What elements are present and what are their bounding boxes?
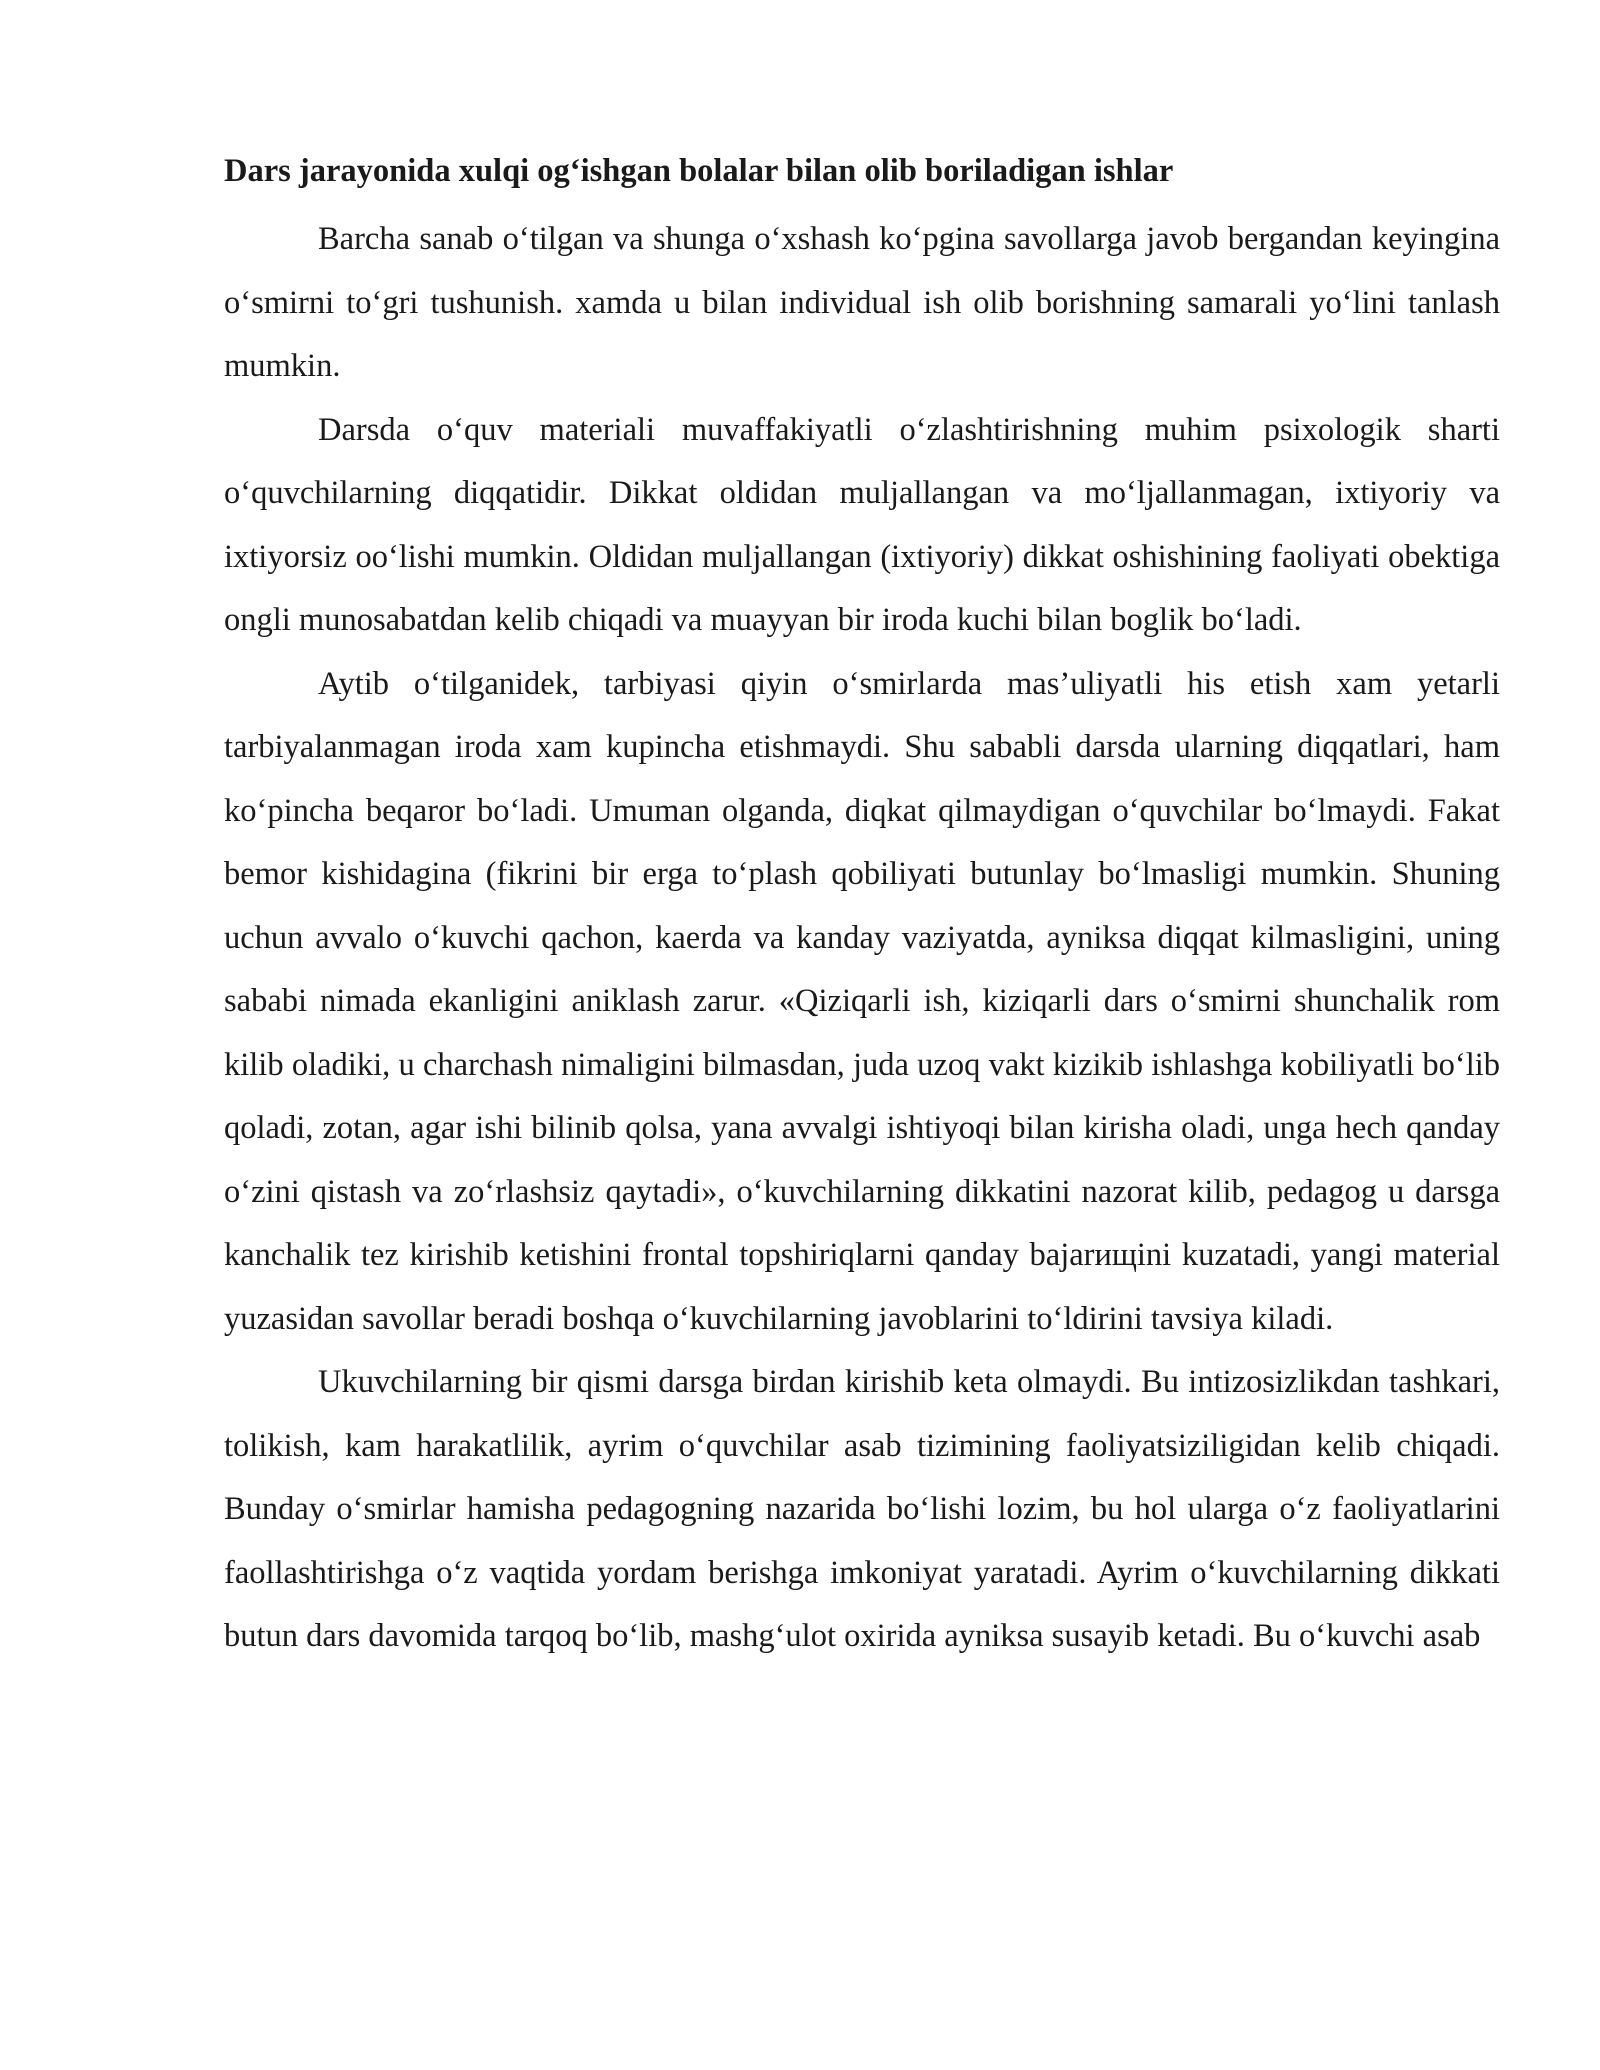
paragraph-2: Darsda o‘quv materiali muvaffakiyatli o‘zlashtirishning muhim psixologik sharti o‘quvchilarning diqqatidir. Dikkat oldidan muljallangan va mo‘ljallanmagan, ixtiyoriy va ixtiyorsiz oo‘lishi mumkin. Oldidan muljallangan (ixtiyoriy) dikkat oshishining faoliyati obektiga ongli munosabatdan kelib chiqadi va muayyan bir iroda kuchi bilan boglik bo‘ladi. — [224, 411, 1500, 638]
paragraph-3: Aytib o‘tilganidek, tarbiyasi qiyin o‘smirlarda mas’uliyatli his etish xam yetarli tarbiyalanmagan iroda xam kupincha etishmaydi. Shu sababli darsda ularning diqqatlari, ham ko‘pincha beqaror bo‘ladi. Umuman olganda, diqkat qilmaydigan o‘quvchilar bo‘lmaydi. Fakat bemor kishidagina (fikrini bir erga to‘plash qobiliyati butunlay bo‘lmasligi mumkin. Shuning uchun avvalo o‘kuvchi qachon, kaerda va kanday vaziyatda, ayniksa diqqat kilmasligini, uning sababi nimada ekanligini aniklash zarur. «Qiziqarli ish, kiziqarli dars o‘smirni shunchalik rom kilib oladiki, u charchash nimaligini bilmasdan, juda uzoq vakt kizikib ishlashga kobiliyatli bo‘lib qoladi, zotan, agar ishi bilinib qolsa, yana avvalgi ishtiyoqi bilan kirisha oladi, unga hech qanday o‘zini qistash va zo‘rlashsiz qaytadi», o‘kuvchilarning dikkatini nazorat kilib, pedagog u darsga kanchalik tez kirishib ketishini frontal topshiriqlarni qanday bajarищini kuzatadi, yangi material yuzasidan savollar beradi boshqa o‘kuvchilarning javoblarini to‘ldirini tavsiya kiladi. — [224, 665, 1500, 1337]
paragraph-4: Ukuvchilarning bir qismi darsga birdan kirishib keta olmaydi. Bu intizosizlikdan tashkari, tolikish, kam harakatlilik, ayrim o‘quvchilar asab tizimining faoliyatsiziligidan kelib chiqadi. Bunday o‘smirlar hamisha pedagogning nazarida bo‘lishi lozim, bu hol ularga o‘z faoliyatlarini faollashtirishga o‘z vaqtida yordam berishga imkoniyat yaratadi. Ayrim o‘kuvchilarning dikkati butun dars davomida tarqoq bo‘lib, mashg‘ulot oxirida ayniksa susayib ketadi. Bu o‘kuvchi asab — [224, 1364, 1500, 1654]
paragraph-1: Barcha sanab o‘tilgan va shunga o‘xshash ko‘pgina savollarga javob bergandan keyingina o‘smirni to‘gri tushunish. xamda u bilan individual ish olib borishning samarali yo‘lini tanlash mumkin. — [224, 221, 1500, 384]
document-body — [224, 150, 1500, 1669]
document-title: Dars jarayonida xulqi og‘ishgan bolalar bilan olib boriladigan ishlar — [224, 153, 1174, 189]
